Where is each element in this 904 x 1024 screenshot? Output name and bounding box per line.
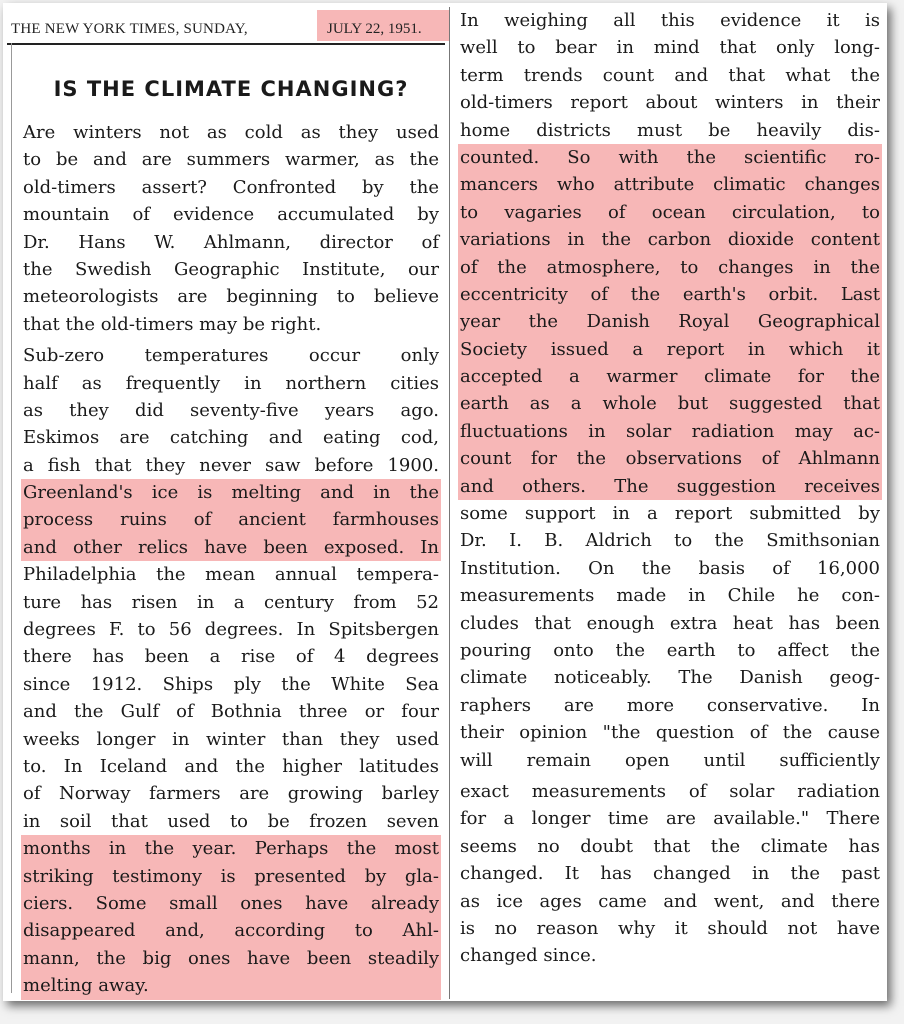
text-line: of the atmosphere, to changes in the	[458, 254, 882, 281]
text-line: ture has risen in a century from 52	[23, 591, 439, 613]
text-line: there has been a rise of 4 degrees	[23, 646, 439, 668]
text-line: that the old-timers may be right.	[23, 313, 322, 335]
text-line: their opinion "the question of the cause	[460, 722, 880, 744]
column-divider	[449, 7, 450, 999]
masthead-date: JULY 22, 1951.	[327, 21, 422, 37]
text-line: variations in the carbon dioxide content	[458, 226, 882, 253]
right-column	[458, 7, 882, 970]
text-line: accepted a warmer climate for the	[458, 363, 882, 390]
text-line: Dr. Hans W. Ahlmann, director of	[23, 231, 439, 253]
text-line: meteorologists are beginning to believe	[23, 286, 439, 308]
text-line: changed. It has changed in the past	[460, 863, 880, 885]
text-line: and others. The suggestion receives	[458, 473, 882, 500]
text-line: changed since.	[460, 945, 597, 967]
text-line: is no reason why it should not have	[460, 917, 880, 939]
text-line: Are winters not as cold as they used	[23, 122, 439, 143]
text-line: and other relics have been exposed. In	[21, 534, 441, 561]
text-line: Philadelphia the mean annual tempera-	[23, 564, 439, 586]
text-line: disappeared and, according to Ahl-	[21, 917, 441, 944]
text-line: half as frequently in northern cities	[23, 372, 439, 394]
text-line: earth as a whole but suggested that	[458, 390, 882, 417]
left-column	[21, 119, 441, 1000]
text-line: will remain open until sufficiently	[460, 749, 880, 771]
text-line: months in the year. Perhaps the most	[21, 835, 441, 862]
text-line: mancers who attribute climatic changes	[458, 171, 882, 198]
text-line: process ruins of ancient farmhouses	[21, 506, 441, 533]
text-line: as ice ages came and went, and there	[460, 890, 880, 912]
text-line: mountain of evidence accumulated by	[23, 204, 439, 226]
text-line: exact measurements of solar radiation	[460, 780, 880, 802]
text-line: Sub-zero temperatures occur only	[23, 345, 439, 367]
text-line: to vagaries of ocean circulation, to	[458, 199, 882, 226]
text-line: mann, the big ones have been steadily	[21, 945, 441, 972]
text-line: term trends count and that what the	[460, 64, 880, 86]
text-line: a fish that they never saw before 1900.	[23, 454, 439, 476]
text-line: in soil that used to be frozen seven	[23, 810, 439, 832]
text-line: year the Danish Royal Geographical	[458, 308, 882, 335]
text-line: and the Gulf of Bothnia three or four	[23, 701, 439, 723]
text-line: for a longer time are available." There	[460, 808, 880, 830]
text-line: some support in a report submitted by	[460, 503, 880, 525]
text-line: measurements made in Chile he con-	[460, 585, 880, 607]
text-line: Dr. I. B. Aldrich to the Smithsonian	[460, 530, 880, 552]
newspaper-clipping	[3, 3, 887, 1001]
text-line: pouring onto the earth to affect the	[460, 639, 880, 661]
text-line: home districts must be heavily dis-	[460, 119, 880, 141]
left-edge-rule	[11, 43, 12, 993]
text-line: old-timers assert? Confronted by the	[23, 176, 439, 198]
text-line: melting away.	[21, 972, 441, 999]
text-line: raphers are more conservative. In	[460, 694, 880, 716]
text-line: In weighing all this evidence it is	[460, 10, 880, 31]
text-line: Institution. On the basis of 16,000	[460, 557, 880, 579]
text-line: climate noticeably. The Danish geog-	[460, 667, 880, 689]
text-line: count for the observations of Ahlmann	[458, 445, 882, 472]
text-line: degrees F. to 56 degrees. In Spitsbergen	[23, 619, 439, 641]
text-line: Society issued a report in which it	[458, 336, 882, 363]
text-line: old-timers report about winters in their	[460, 92, 880, 114]
text-line: well to bear in mind that only long-	[460, 37, 880, 59]
text-line: to be and are summers warmer, as the	[23, 149, 439, 171]
masthead	[3, 9, 449, 39]
masthead-rule	[7, 43, 445, 45]
text-line: seems no doubt that the climate has	[460, 835, 880, 857]
masthead-title: THE NEW YORK TIMES, SUNDAY,	[11, 21, 248, 37]
text-line: to. In Iceland and the higher latitudes	[23, 755, 439, 777]
text-line: the Swedish Geographic Institute, our	[23, 258, 439, 280]
article-headline: IS THE CLIMATE CHANGING?	[53, 77, 409, 101]
text-line: of Norway farmers are growing barley	[23, 783, 439, 805]
text-line: as they did seventy-five years ago.	[23, 399, 439, 421]
text-line: Greenland's ice is melting and in the	[21, 479, 441, 506]
text-line: since 1912. Ships ply the White Sea	[23, 673, 439, 695]
text-line: weeks longer in winter than they used	[23, 728, 439, 750]
text-line: ciers. Some small ones have already	[21, 890, 441, 917]
text-line: eccentricity of the earth's orbit. Last	[458, 281, 882, 308]
text-line: cludes that enough extra heat has been	[460, 612, 880, 634]
text-line: Eskimos are catching and eating cod,	[23, 427, 439, 449]
text-line: striking testimony is presented by gla-	[21, 863, 441, 890]
text-line: counted. So with the scientific ro-	[458, 144, 882, 171]
text-line: fluctuations in solar radiation may ac-	[458, 418, 882, 445]
